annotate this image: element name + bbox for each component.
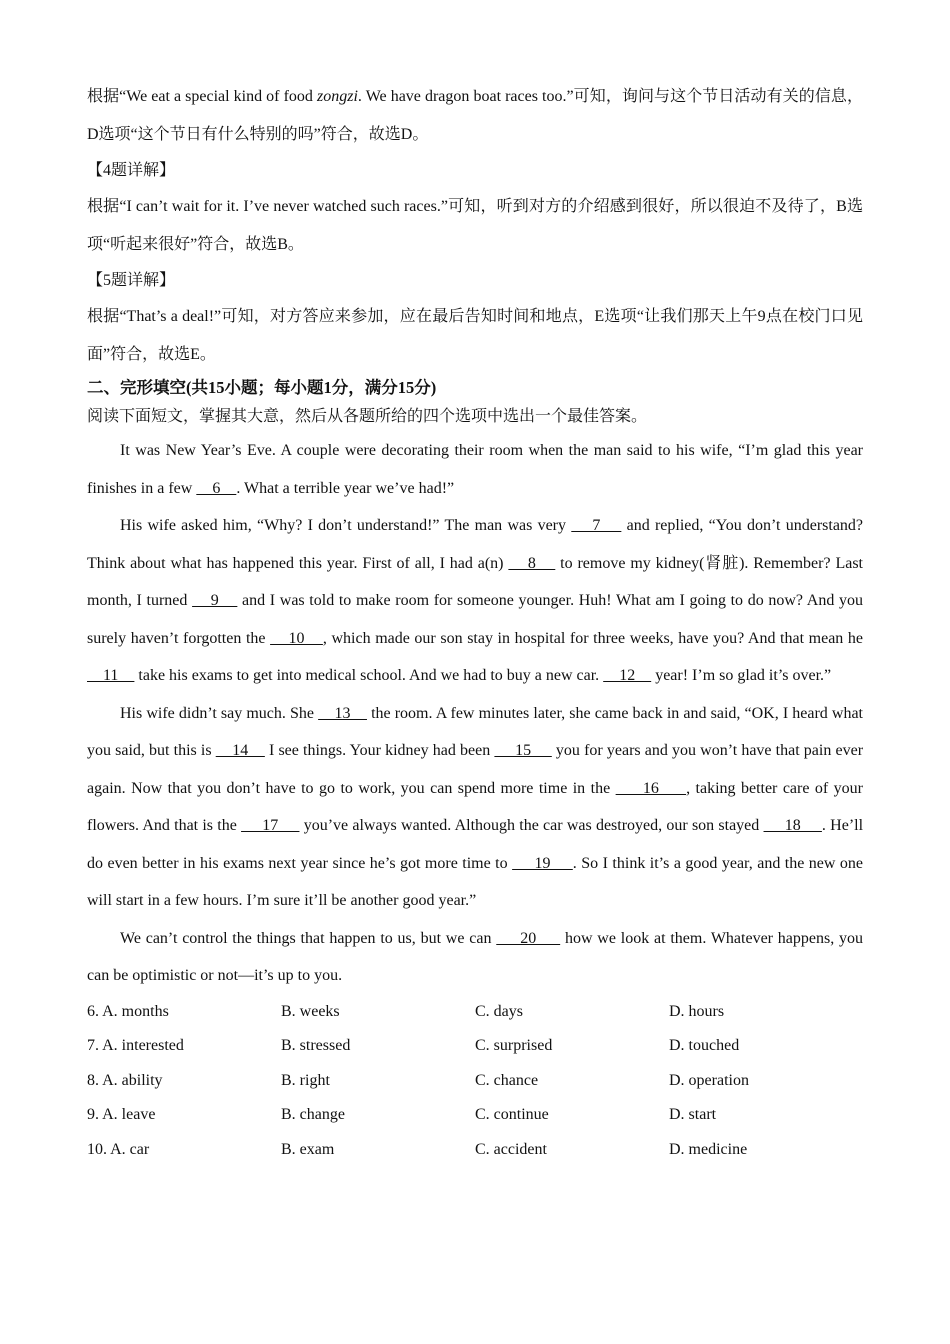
option-b: B. exam bbox=[281, 1140, 335, 1158]
options-list bbox=[87, 995, 863, 1168]
q3-italic-word: zongzi bbox=[317, 88, 358, 105]
option-c: C. surprised bbox=[475, 1037, 553, 1054]
passage-text: . He’ll do even better in his exams next year since he’s got more time to bbox=[87, 817, 864, 872]
q4-header: 【4题详解】 bbox=[87, 162, 176, 179]
passage-text: . What a terrible year we’ve had!” bbox=[236, 479, 455, 497]
passage-text: His wife asked him, “Why? I don’t understand!” The man was very bbox=[120, 517, 572, 534]
option-row-6 bbox=[87, 995, 863, 1030]
option-a: 8. A. ability bbox=[87, 1071, 163, 1089]
section-instruction: 阅读下面短文，掌握其大意，然后从各题所给的四个选项中选出一个最佳答案。 bbox=[87, 408, 648, 425]
q4-explanation: 根据“I can’t wait for it. I’ve never watched such races.”可知，听到对方的介绍感到很好，所以很迫不及待了，B选项“听起来很好”符合，故选B。 bbox=[87, 198, 863, 253]
blank-11: 11 bbox=[87, 667, 135, 684]
option-row-7 bbox=[87, 1029, 863, 1064]
blank-9: 9 bbox=[192, 592, 238, 609]
blank-8: 8 bbox=[508, 554, 556, 572]
passage-paragraph-1 bbox=[87, 432, 863, 507]
option-a: 6. A. months bbox=[87, 1002, 169, 1020]
option-d: D. start bbox=[669, 1106, 717, 1123]
option-d: D. touched bbox=[669, 1037, 740, 1054]
blank-15: 15 bbox=[494, 742, 552, 759]
blank-19: 19 bbox=[512, 854, 573, 872]
q5-explanation: 根据“That’s a deal!”可知，对方答应来参加，应在最后告知时间和地点，E选项“让我们那天上午9点在校门口见面”符合，故选E。 bbox=[87, 308, 863, 363]
option-a: 9. A. leave bbox=[87, 1106, 156, 1123]
passage-text: and replied, “You don’t understand? Think about what has happened this year. First of all, I had a(n) bbox=[87, 517, 864, 572]
section-title: 二、完形填空(共15小题；每小题1分，满分15分) bbox=[87, 378, 437, 397]
passage-paragraph-3 bbox=[87, 695, 863, 920]
blank-6: 6 bbox=[196, 479, 237, 497]
option-b: B. change bbox=[281, 1106, 345, 1123]
option-row-8 bbox=[87, 1064, 863, 1099]
blank-7: 7 bbox=[571, 517, 622, 534]
passage-text: It was New Year’s Eve. A couple were decorating their room when the man said to his wife, “I’m glad this year finishes in a few bbox=[87, 442, 863, 497]
blank-20: 20 bbox=[496, 929, 561, 947]
passage-text: you for years and you won’t have that pain ever again. Now that you don’t have to go to work, you can spend more time in the bbox=[87, 742, 864, 797]
blank-18: 18 bbox=[763, 817, 822, 834]
passage-text: His wife didn’t say much. She bbox=[120, 704, 319, 722]
option-d: D. operation bbox=[669, 1071, 749, 1089]
option-c: C. chance bbox=[475, 1071, 539, 1089]
q3-explanation bbox=[87, 78, 863, 153]
blank-17: 17 bbox=[241, 817, 300, 834]
passage-text: I see things. Your kidney had been bbox=[264, 742, 495, 759]
blank-13: 13 bbox=[318, 704, 367, 722]
passage-text: year! I’m so glad it’s over.” bbox=[651, 667, 832, 684]
blank-12: 12 bbox=[603, 667, 652, 684]
option-c: C. accident bbox=[475, 1140, 547, 1158]
passage-paragraph-2 bbox=[87, 507, 863, 695]
blank-14: 14 bbox=[215, 742, 265, 759]
passage-text: the room. A few minutes later, she came back in and said, “OK, I heard what you said, but this is bbox=[87, 704, 863, 759]
option-a: 7. A. interested bbox=[87, 1037, 184, 1054]
blank-10: 10 bbox=[270, 629, 323, 647]
q3-text-part1: 根据“We eat a special kind of food bbox=[87, 88, 317, 105]
passage-text: We can’t control the things that happen to us, but we can bbox=[120, 929, 497, 947]
passage-text: take his exams to get into medical school. And we had to buy a new car. bbox=[134, 667, 604, 684]
option-b: B. right bbox=[281, 1071, 330, 1089]
passage-text: , which made our son stay in hospital for three weeks, have you? And that mean he bbox=[322, 629, 863, 647]
option-row-9 bbox=[87, 1098, 863, 1133]
passage-text: , taking better care of your flowers. And that is the bbox=[87, 779, 864, 834]
passage-paragraph-4 bbox=[87, 920, 863, 995]
passage-text: and I was told to make room for someone younger. Huh! What am I going to do now? And you surely haven’t forgotten the bbox=[87, 592, 864, 647]
option-a: 10. A. car bbox=[87, 1140, 150, 1158]
blank-16: 16 bbox=[615, 779, 687, 797]
option-d: D. medicine bbox=[669, 1140, 748, 1158]
passage-text: . So I think it’s a good year, and the new one will start in a few hours. I’m sure it’ll be another good year.” bbox=[87, 854, 864, 909]
page-content bbox=[87, 78, 863, 1167]
passage-text: you’ve always wanted. Although the car was destroyed, our son stayed bbox=[299, 817, 764, 834]
passage-text: how we look at them. Whatever happens, you can be optimistic or not—it’s up to you. bbox=[87, 929, 864, 984]
option-row-10 bbox=[87, 1133, 863, 1168]
q5-header: 【5题详解】 bbox=[87, 272, 176, 289]
option-b: B. stressed bbox=[281, 1037, 351, 1054]
option-c: C. days bbox=[475, 1002, 523, 1020]
q3-text-part2: . We have dragon boat races too.”可知，询问与这个节日活动有关的信息，D选项“这个节日有什么特别的吗”符合，故选D。 bbox=[87, 88, 863, 143]
option-c: C. continue bbox=[475, 1106, 549, 1123]
option-d: D. hours bbox=[669, 1002, 725, 1020]
option-b: B. weeks bbox=[281, 1002, 340, 1020]
passage-text: to remove my kidney(肾脏). Remember? Last month, I turned bbox=[87, 554, 863, 609]
